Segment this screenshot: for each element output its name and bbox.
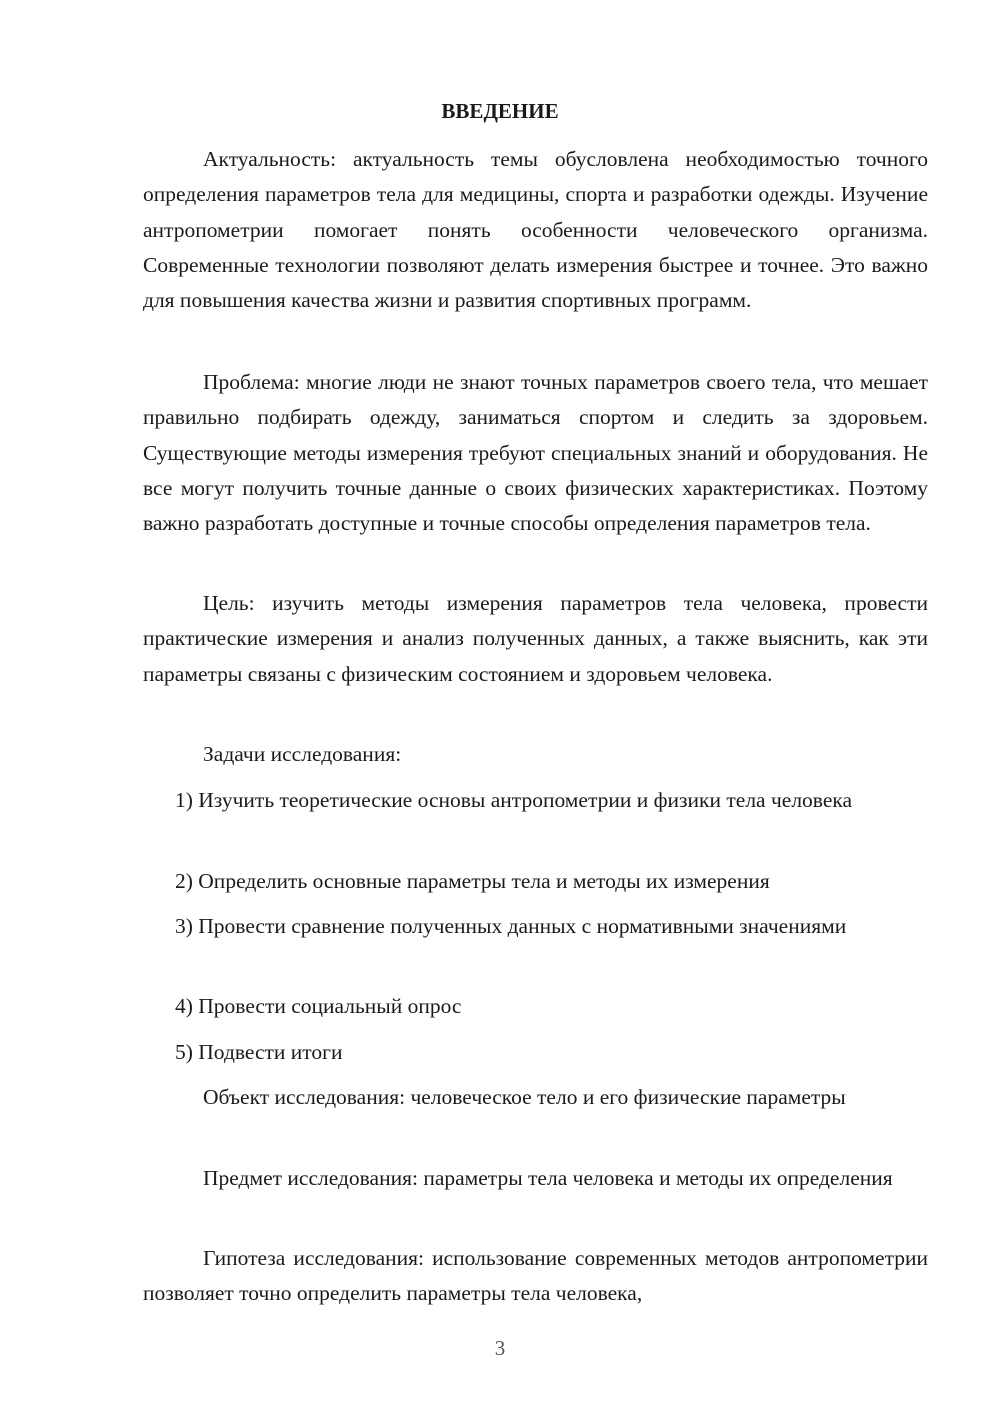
task-item-2: 2) Определить основные параметры тела и методы их измерения [175,869,770,893]
problem-paragraph: Проблема: многие люди не знают точных параметров своего тела, что мешает правильно подбирать одежду, заниматься спортом и следить за здоровьем. Существующие методы измерения требуют специальных знаний и оборудования. Не все могут получить точные данные о своих физических характеристиках. Поэтому важно разработать доступные и точные способы определения параметров тела. [143,370,928,536]
task-item-5: 5) Подвести итоги [175,1040,343,1064]
goal-paragraph: Цель: изучить методы измерения параметров тела человека, провести практические измерения и анализ полученных данных, а также выяснить, как эти параметры связаны с физическим состоянием и здоровьем человека. [143,591,928,686]
subject-paragraph: Предмет исследования: параметры тела человека и методы их определения [203,1166,893,1190]
object-paragraph: Объект исследования: человеческое тело и его физические параметры [203,1085,846,1109]
page-number: 3 [494,1336,506,1360]
hypothesis-paragraph: Гипотеза исследования: использование современных методов антропометрии позволяет точно определить параметры тела человека, [143,1246,928,1306]
page-title: ВВЕДЕНИЕ [441,99,559,123]
task-item-4: 4) Провести социальный опрос [175,994,462,1018]
task-item-1: 1) Изучить теоретические основы антропометрии и физики тела человека [175,788,853,812]
relevance-paragraph: Актуальность: актуальность темы обусловлена необходимостью точного определения параметров тела для медицины, спорта и разработки одежды. Изучение антропометрии помогает понять особенности человеческого организма. Современные технологии позволяют делать измерения быстрее и точнее. Это важно для повышения качества жизни и развития спортивных программ. [143,147,928,313]
tasks-heading: Задачи исследования: [203,742,402,766]
task-item-3: 3) Провести сравнение полученных данных с нормативными значениями [175,914,847,938]
